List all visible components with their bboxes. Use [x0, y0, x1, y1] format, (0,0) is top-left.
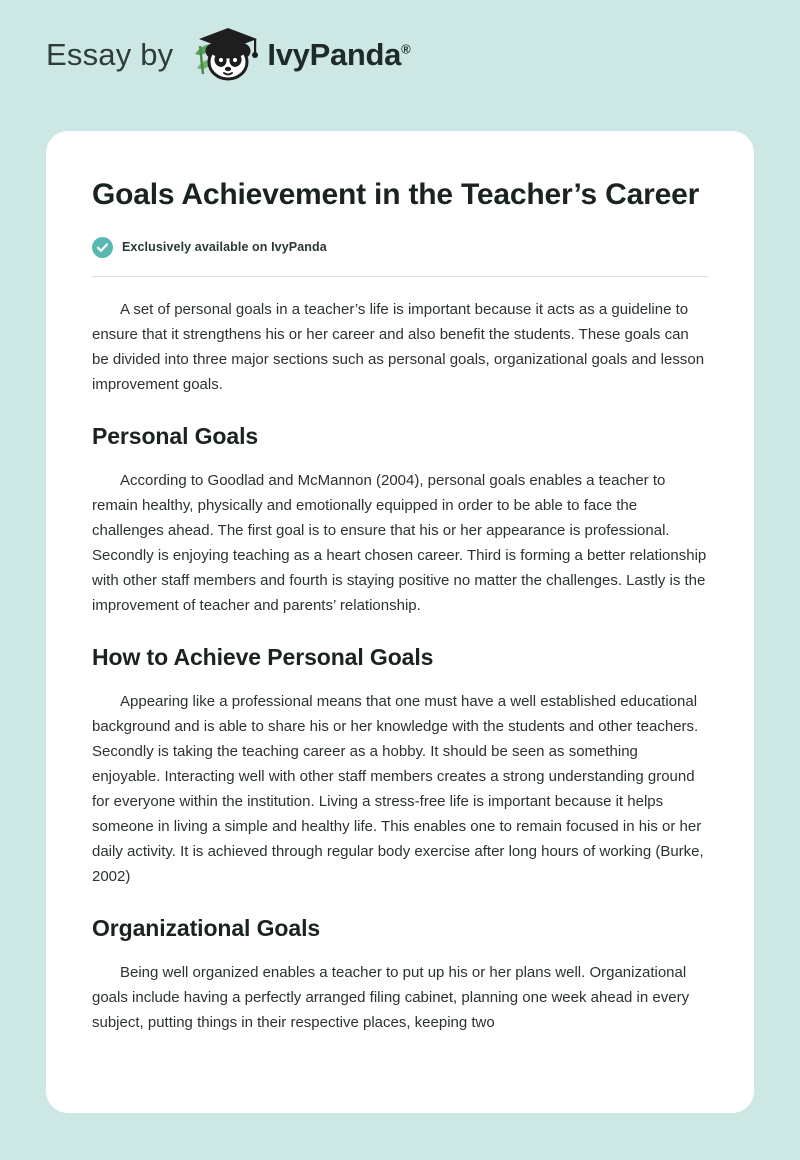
brand-name-text: IvyPanda — [267, 37, 402, 72]
document-body — [92, 297, 708, 1035]
section-heading: How to Achieve Personal Goals — [92, 643, 434, 670]
document-sheet — [46, 131, 754, 1113]
header-prefix-text: Essay by — [46, 37, 174, 72]
body-paragraph — [92, 689, 708, 889]
paragraph-text: A set of personal goals in a teacher’s life is important because it acts as a guideline to ensure that it strengthens his or her career and also benefit the students. These goals can be divided into three major sections such as personal goals, organizational goals and lesson improvement goals. — [92, 300, 705, 393]
site-header — [0, 0, 800, 72]
body-paragraph — [92, 468, 708, 618]
section-heading: Personal Goals — [92, 422, 259, 449]
body-paragraph — [92, 960, 708, 1035]
title-divider — [92, 276, 708, 277]
paragraph-text: According to Goodlad and McMannon (2004), personal goals enables a teacher to remain healthy, physically and emotionally equipped in order to be able to face the challenges ahead. The first goal is to ensure that his or her appearance is professional. Secondly is enjoying teaching as a heart chosen career. Third is forming a better relationship with other staff members and fourth is staying positive no matter the challenges. Lastly is the improvement of teacher and parents’ relationship. — [92, 471, 707, 614]
paragraph-text: Appearing like a professional means that one must have a well established educational background and is able to share his or her knowledge with the students and other teachers. Secondly is taking the teaching career as a hobby. It should be seen as something enjoyable. Interacting well with other staff members creates a strong understanding ground for everyone within the institution. Living a stress-free life is important because it helps someone in living a simple and healthy life. This enables one to remain focused in his or her daily activity. It is achieved through regular body exercise after long hours of working (Burke, 2002) — [92, 692, 704, 885]
section-heading: Organizational Goals — [92, 914, 321, 941]
brand-lockup[interactable] — [187, 24, 410, 86]
brand-registered-mark: ® — [401, 41, 411, 57]
status-badge-label: Exclusively available on IvyPanda — [122, 240, 327, 255]
check-circle-icon — [92, 237, 113, 258]
panda-graduate-logo-icon — [187, 24, 263, 86]
body-paragraph — [92, 297, 708, 397]
paragraph-text: Being well organized enables a teacher to put up his or her plans well. Organizational goals include having a perfectly arranged filing cabinet, planning one week ahead in every subject, putting things in their respective places, keeping two — [92, 963, 690, 1031]
brand-name — [267, 37, 410, 73]
page-title: Goals Achievement in the Teacher’s Career — [92, 178, 700, 211]
status-badge — [92, 237, 708, 258]
